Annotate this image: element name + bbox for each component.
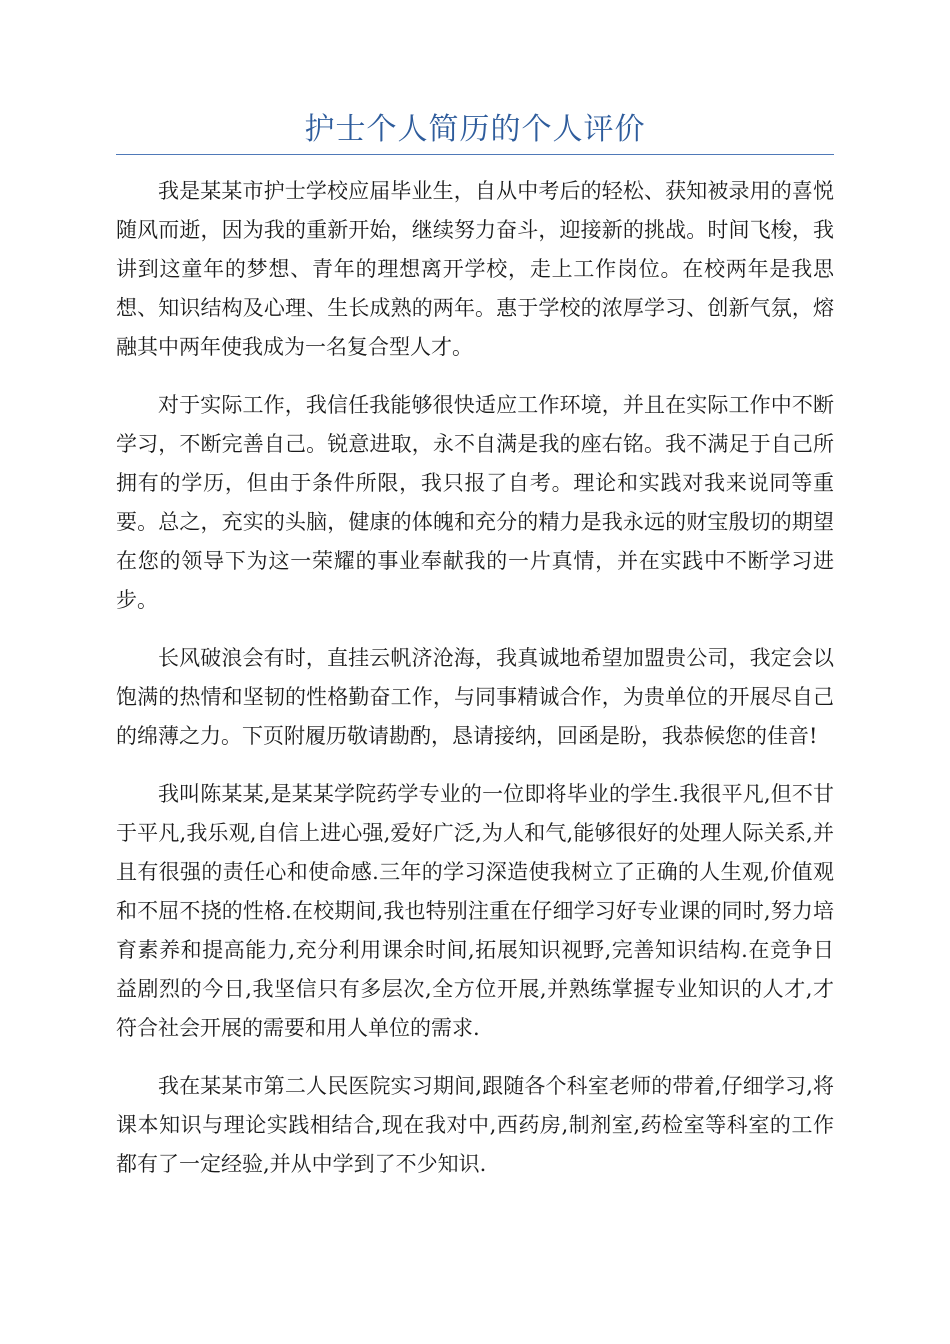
document-body [116, 172, 834, 1203]
paragraph-application: 长风破浪会有时，直挂云帆济沧海，我真诚地希望加盟贵公司，我定会以饱满的热情和坚韧的性格勤奋工作，与同事精诚合作，为贵单位的开展尽自己的绵薄之力。下页附履历敬请勘酌，恳请接纳，回函是盼，我恭候您的佳音! [116, 646, 834, 748]
page-title: 护士个人简历的个人评价 [304, 112, 646, 147]
paragraph-intro: 我是某某市护士学校应届毕业生，自从中考后的轻松、获知被录用的喜悦随风而逝，因为我的重新开始，继续努力奋斗，迎接新的挑战。时间飞梭，我讲到这童年的梦想、青年的理想离开学校，走上工作岗位。在校两年是我思想、知识结构及心理、生长成熟的两年。惠于学校的浓厚学习、创新气氛，熔融其中两年使我成为一名复合型人才。 [116, 179, 834, 359]
paragraph-self-introduction: 我叫陈某某,是某某学院药学专业的一位即将毕业的学生.我很平凡,但不甘于平凡,我乐观,自信上进心强,爱好广泛,为人和气,能够很好的处理人际关系,并且有很强的责任心和使命感.三年的学习深造使我树立了正确的人生观,价值观和不屈不挠的性格.在校期间,我也特别注重在仔细学习好专业课的同时,努力培育素养和提高能力,充分利用课余时间,拓展知识视野,完善知识结构.在竞争日益剧烈的今日,我坚信只有多层次,全方位开展,并熟练掌握专业知识的人才,才符合社会开展的需要和用人单位的需求. [116, 782, 834, 1040]
title-underline [116, 154, 834, 155]
paragraph-work-attitude: 对于实际工作，我信任我能够很快适应工作环境，并且在实际工作中不断学习，不断完善自己。锐意进取，永不自满是我的座右铭。我不满足于自己所拥有的学历，但由于条件所限，我只报了自考。理论和实践对我来说同等重要。总之，充实的头脑，健康的体魄和充分的精力是我永远的财宝殷切的期望在您的领导下为这一荣耀的事业奉献我的一片真情，并在实践中不断学习进步。 [116, 393, 834, 612]
paragraph-internship: 我在某某市第二人民医院实习期间,跟随各个科室老师的带着,仔细学习,将课本知识与理论实践相结合,现在我对中,西药房,制剂室,药检室等科室的工作都有了一定经验,并从中学到了不少知识. [116, 1074, 834, 1176]
